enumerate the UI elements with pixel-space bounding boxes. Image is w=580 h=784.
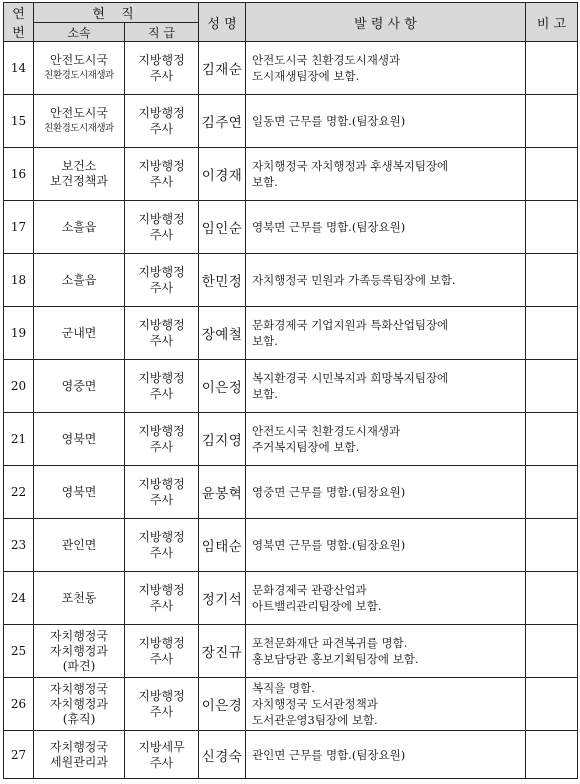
table-row <box>4 466 578 519</box>
employee-name-cell: 김재순 <box>199 42 246 95</box>
serial-number-cell: 27 <box>4 731 34 779</box>
serial-number-cell: 26 <box>4 678 34 731</box>
table-row <box>4 519 578 572</box>
header-serial-line2: 번 <box>12 26 25 41</box>
table-header <box>4 3 578 42</box>
header-appointment: 발 령 사 항 <box>246 3 526 42</box>
department-cell <box>34 201 125 254</box>
rank-line: 주사 <box>149 755 174 770</box>
appointment-cell <box>246 678 526 731</box>
appointment-line: 자치행정국 민원과 가족등록팀장에 보함. <box>252 273 456 287</box>
department-line: 소흘읍 <box>61 272 97 287</box>
header-name: 성 명 <box>199 3 246 42</box>
serial-number-cell: 19 <box>4 307 34 360</box>
header-remarks: 비 고 <box>526 3 578 42</box>
remarks-cell <box>526 519 578 572</box>
table-row <box>4 625 578 678</box>
header-department: 소속 <box>34 23 125 42</box>
rank-line: 주사 <box>149 599 174 613</box>
appointment-cell <box>246 360 526 413</box>
rank-line: 지방행정 <box>138 265 185 279</box>
appointment-line: 영중면 근무를 명함.(팀장요원) <box>252 485 406 499</box>
appointment-cell <box>246 625 526 678</box>
department-line: 관인면 <box>61 537 97 552</box>
rank-line: 지방행정 <box>138 424 185 438</box>
department-line: 영북면 <box>61 484 97 499</box>
department-line: 보건소 <box>61 159 97 173</box>
serial-number-cell: 24 <box>4 572 34 625</box>
appointment-cell <box>246 42 526 95</box>
employee-name-cell: 이은경 <box>199 678 246 731</box>
department-line: (휴직) <box>62 711 96 726</box>
appointment-cell <box>246 519 526 572</box>
department-line: (파견) <box>62 658 96 673</box>
table-row <box>4 731 578 779</box>
rank-line: 주사 <box>149 122 174 136</box>
table-row <box>4 201 578 254</box>
department-line: 안전도시국 <box>50 53 108 67</box>
remarks-cell <box>526 201 578 254</box>
employee-name-cell: 임인순 <box>199 201 246 254</box>
serial-number-cell: 14 <box>4 42 34 95</box>
remarks-cell <box>526 95 578 148</box>
appointment-line: 자치행정국 자치행정과 후생복지팀장에 <box>252 159 449 173</box>
appointment-cell <box>246 201 526 254</box>
appointment-line: 홍보담당관 홍보기획팀장에 보함. <box>252 652 419 666</box>
department-line: 자치행정과 <box>50 696 108 711</box>
serial-number-cell: 21 <box>4 413 34 466</box>
table-row <box>4 307 578 360</box>
rank-cell <box>125 307 199 360</box>
appointment-line: 자치행정국 도서관정책과 <box>252 697 378 711</box>
department-cell <box>34 678 125 731</box>
department-cell <box>34 731 125 779</box>
department-cell <box>34 95 125 148</box>
appointment-cell <box>246 95 526 148</box>
table-body <box>4 42 578 779</box>
employee-name-cell: 신경숙 <box>199 731 246 779</box>
remarks-cell <box>526 678 578 731</box>
rank-cell <box>125 360 199 413</box>
remarks-cell <box>526 148 578 201</box>
department-line: 소흘읍 <box>61 219 97 234</box>
appointment-line: 복지환경국 시민복지과 희망복지팀장에 <box>252 371 449 385</box>
serial-number-cell: 17 <box>4 201 34 254</box>
department-line: 영중면 <box>61 378 97 393</box>
table-row <box>4 254 578 307</box>
appointment-line: 문화경제국 기업지원과 특화산업팀장에 <box>252 318 449 332</box>
department-cell <box>34 42 125 95</box>
employee-name-cell: 김주연 <box>199 95 246 148</box>
rank-line: 주사 <box>149 493 174 507</box>
table-row <box>4 678 578 731</box>
rank-cell <box>125 519 199 572</box>
appointment-cell <box>246 413 526 466</box>
rank-cell <box>125 148 199 201</box>
department-line: 포천동 <box>61 590 97 605</box>
rank-cell <box>125 731 199 779</box>
rank-line: 지방행정 <box>138 318 185 332</box>
appointment-line: 안전도시국 친환경도시재생과 <box>252 424 401 438</box>
department-cell <box>34 572 125 625</box>
header-current-position: 현 직 <box>34 3 199 23</box>
appointment-line: 보함. <box>252 334 278 348</box>
appointment-line: 문화경제국 관광산업과 <box>252 583 367 597</box>
rank-cell <box>125 572 199 625</box>
rank-line: 주사 <box>149 387 174 401</box>
employee-name-cell: 한민정 <box>199 254 246 307</box>
department-line: 영북면 <box>61 431 97 446</box>
remarks-cell <box>526 254 578 307</box>
department-line: 친환경도시재생과 <box>44 70 114 81</box>
rank-cell <box>125 42 199 95</box>
table-row <box>4 572 578 625</box>
appointment-line: 영북면 근무를 명함.(팀장요원) <box>252 220 406 234</box>
employee-name-cell: 임태순 <box>199 519 246 572</box>
appointment-cell <box>246 148 526 201</box>
department-line: 친환경도시재생과 <box>44 123 114 134</box>
rank-cell <box>125 413 199 466</box>
department-cell <box>34 254 125 307</box>
table-row <box>4 42 578 95</box>
department-cell <box>34 625 125 678</box>
header-serial-number <box>4 3 34 42</box>
serial-number-cell: 20 <box>4 360 34 413</box>
table-row <box>4 360 578 413</box>
rank-cell <box>125 254 199 307</box>
rank-cell <box>125 625 199 678</box>
rank-line: 주사 <box>149 281 174 295</box>
remarks-cell <box>526 42 578 95</box>
serial-number-cell: 16 <box>4 148 34 201</box>
appointment-line: 복직을 명함. <box>252 681 315 695</box>
department-line: 군내면 <box>61 325 97 340</box>
rank-line: 주사 <box>149 546 174 560</box>
rank-cell <box>125 95 199 148</box>
department-cell <box>34 519 125 572</box>
department-line: 자치행정과 <box>50 643 108 658</box>
appointment-cell <box>246 254 526 307</box>
serial-number-cell: 22 <box>4 466 34 519</box>
rank-cell <box>125 678 199 731</box>
rank-cell <box>125 201 199 254</box>
appointment-line: 아트밸리관리팀장에 보함. <box>252 599 382 613</box>
table-row <box>4 413 578 466</box>
rank-line: 지방행정 <box>138 530 185 544</box>
rank-line: 지방행정 <box>138 689 185 703</box>
appointment-cell <box>246 572 526 625</box>
rank-line: 주사 <box>149 334 174 348</box>
serial-number-cell: 25 <box>4 625 34 678</box>
appointment-cell <box>246 307 526 360</box>
rank-line: 주사 <box>149 69 174 83</box>
rank-line: 지방행정 <box>138 477 185 491</box>
remarks-cell <box>526 625 578 678</box>
table-row <box>4 95 578 148</box>
remarks-cell <box>526 466 578 519</box>
rank-line: 지방행정 <box>138 371 185 385</box>
rank-line: 지방행정 <box>138 212 185 226</box>
appointment-line: 도시재생팀장에 보함. <box>252 69 360 83</box>
employee-name-cell: 이은정 <box>199 360 246 413</box>
rank-line: 지방행정 <box>138 53 185 67</box>
appointment-line: 일동면 근무를 명함.(팀장요원) <box>252 114 406 128</box>
header-serial-line1: 연 <box>12 7 25 22</box>
department-cell <box>34 307 125 360</box>
rank-line: 주사 <box>149 652 174 666</box>
department-line: 세원관리과 <box>50 754 108 769</box>
appointment-line: 보함. <box>252 387 278 401</box>
department-line: 자치행정국 <box>50 628 108 643</box>
rank-line: 지방세무 <box>138 739 185 754</box>
department-line: 보건정책과 <box>50 174 108 188</box>
employee-name-cell: 정기석 <box>199 572 246 625</box>
appointment-cell <box>246 466 526 519</box>
department-cell <box>34 413 125 466</box>
rank-line: 지방행정 <box>138 636 185 650</box>
appointment-line: 도서관운영3팀장에 보함. <box>252 713 378 727</box>
remarks-cell <box>526 307 578 360</box>
table-row <box>4 148 578 201</box>
rank-line: 지방행정 <box>138 159 185 173</box>
rank-line: 주사 <box>149 175 174 189</box>
serial-number-cell: 18 <box>4 254 34 307</box>
employee-name-cell: 장진규 <box>199 625 246 678</box>
department-line: 자치행정국 <box>50 739 108 754</box>
department-line: 자치행정국 <box>50 681 108 696</box>
remarks-cell <box>526 572 578 625</box>
department-cell <box>34 360 125 413</box>
employee-name-cell: 김지영 <box>199 413 246 466</box>
appointment-line: 주거복지팀장에 보함. <box>252 440 360 454</box>
header-rank: 직 급 <box>125 23 199 42</box>
rank-line: 주사 <box>149 228 174 242</box>
remarks-cell <box>526 360 578 413</box>
appointment-line: 영북면 근무를 명함.(팀장요원) <box>252 538 406 552</box>
employee-name-cell: 이경재 <box>199 148 246 201</box>
employee-name-cell: 윤봉혁 <box>199 466 246 519</box>
rank-cell <box>125 466 199 519</box>
rank-line: 주사 <box>149 440 174 454</box>
employee-name-cell: 장예철 <box>199 307 246 360</box>
rank-line: 지방행정 <box>138 106 185 120</box>
remarks-cell <box>526 731 578 779</box>
department-cell <box>34 466 125 519</box>
appointment-line: 보함. <box>252 175 278 189</box>
rank-line: 지방행정 <box>138 583 185 597</box>
appointment-cell <box>246 731 526 779</box>
department-cell <box>34 148 125 201</box>
appointment-line: 안전도시국 친환경도시재생과 <box>252 53 401 67</box>
appointment-line: 포천문화재단 파견복귀를 명함. <box>252 636 408 650</box>
appointment-line: 관인면 근무를 명함.(팀장요원) <box>252 747 406 762</box>
department-line: 안전도시국 <box>50 106 108 120</box>
rank-line: 주사 <box>149 705 174 719</box>
serial-number-cell: 23 <box>4 519 34 572</box>
remarks-cell <box>526 413 578 466</box>
serial-number-cell: 15 <box>4 95 34 148</box>
personnel-order-table <box>3 2 578 779</box>
